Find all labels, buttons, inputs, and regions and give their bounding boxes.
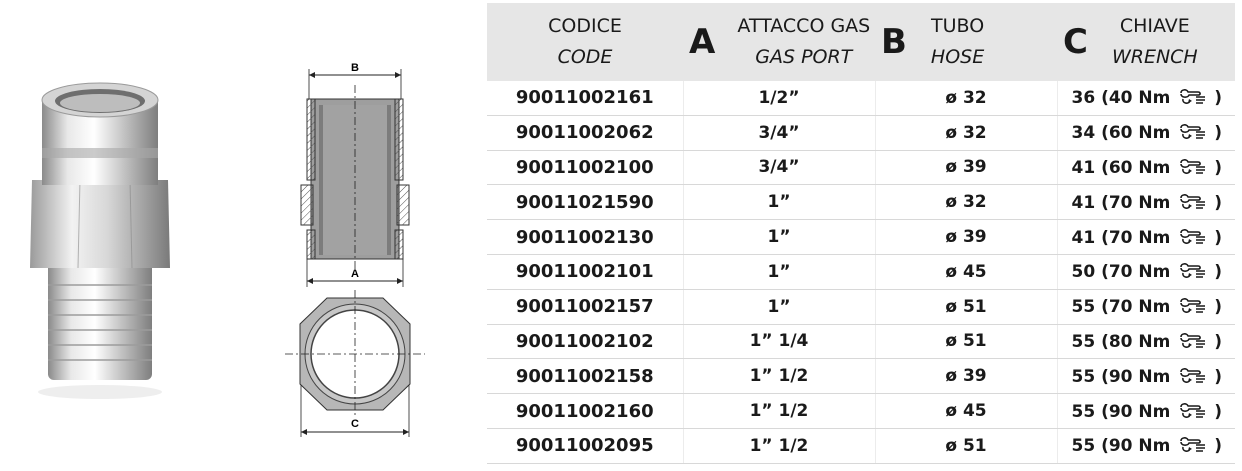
cell-wrench (1057, 81, 1235, 115)
cell-code: 90011002095 (487, 428, 683, 463)
product-photo (20, 60, 180, 400)
torque-wrench-icon (1178, 122, 1208, 142)
header-wrench-en: WRENCH (1111, 46, 1198, 68)
table-row (487, 115, 1235, 150)
cell-hose: ø 32 (875, 185, 1057, 220)
table-row (487, 324, 1235, 359)
wrench-torque-text: 34 (60 Nm (1071, 123, 1171, 144)
header-hose (875, 3, 1057, 81)
cell-wrench (1057, 324, 1235, 359)
cell-code: 90011002130 (487, 220, 683, 255)
table-row (487, 185, 1235, 220)
closing-paren: ) (1214, 436, 1222, 457)
header-wrench-it: CHIAVE (1119, 15, 1190, 37)
table-row (487, 254, 1235, 289)
cell-gas-port: 1” 1/2 (683, 359, 875, 394)
cell-gas-port: 1/2” (683, 81, 875, 115)
torque-wrench-icon (1178, 192, 1208, 212)
cell-code: 90011002158 (487, 359, 683, 394)
cell-hose: ø 32 (875, 115, 1057, 150)
cell-code: 90011021590 (487, 185, 683, 220)
torque-wrench-icon (1178, 227, 1208, 247)
cell-gas-port: 1” 1/2 (683, 394, 875, 429)
cell-gas-port: 1” (683, 289, 875, 324)
closing-paren: ) (1214, 227, 1222, 248)
table-row (487, 428, 1235, 463)
header-letter-b: B (881, 22, 907, 62)
cell-hose: ø 45 (875, 254, 1057, 289)
wrench-torque-text: 55 (90 Nm (1071, 401, 1171, 422)
dimension-label-b: B (351, 62, 359, 74)
cell-hose: ø 51 (875, 289, 1057, 324)
closing-paren: ) (1214, 262, 1222, 283)
table-header-row (487, 3, 1235, 81)
technical-drawing (275, 55, 435, 445)
torque-wrench-icon (1178, 401, 1208, 421)
wrench-torque-text: 50 (70 Nm (1071, 262, 1171, 283)
table-row (487, 81, 1235, 115)
torque-wrench-icon (1178, 296, 1208, 316)
table-row (487, 359, 1235, 394)
header-gas-en: GAS PORT (755, 46, 853, 68)
table-row (487, 394, 1235, 429)
cell-hose: ø 45 (875, 394, 1057, 429)
header-code (487, 3, 683, 81)
cell-hose: ø 51 (875, 324, 1057, 359)
wrench-torque-text: 55 (80 Nm (1071, 331, 1171, 352)
header-wrench (1057, 3, 1235, 81)
closing-paren: ) (1214, 157, 1222, 178)
cell-code: 90011002101 (487, 254, 683, 289)
closing-paren: ) (1214, 366, 1222, 387)
cell-code: 90011002102 (487, 324, 683, 359)
cell-gas-port: 1” (683, 254, 875, 289)
closing-paren: ) (1214, 123, 1222, 144)
cell-wrench (1057, 394, 1235, 429)
cell-wrench (1057, 254, 1235, 289)
cell-hose: ø 32 (875, 81, 1057, 115)
wrench-torque-text: 55 (90 Nm (1071, 436, 1171, 457)
header-letter-c: C (1063, 22, 1088, 62)
closing-paren: ) (1214, 297, 1222, 318)
cell-wrench (1057, 428, 1235, 463)
cell-code: 90011002100 (487, 150, 683, 185)
dimension-label-a: A (351, 268, 359, 280)
cell-wrench (1057, 359, 1235, 394)
closing-paren: ) (1214, 192, 1222, 213)
header-hose-en: HOSE (930, 46, 985, 68)
header-hose-it: TUBO (930, 15, 985, 37)
wrench-torque-text: 41 (70 Nm (1071, 192, 1171, 213)
closing-paren: ) (1214, 331, 1222, 352)
torque-wrench-icon (1178, 87, 1208, 107)
torque-wrench-icon (1178, 331, 1208, 351)
cell-hose: ø 51 (875, 428, 1057, 463)
torque-wrench-icon (1178, 366, 1208, 386)
header-code-it: CODICE (548, 15, 622, 37)
header-letter-a: A (689, 22, 716, 62)
cell-hose: ø 39 (875, 359, 1057, 394)
cell-gas-port: 3/4” (683, 150, 875, 185)
cell-wrench (1057, 185, 1235, 220)
spec-table (487, 3, 1235, 464)
cell-code: 90011002157 (487, 289, 683, 324)
cell-code: 90011002160 (487, 394, 683, 429)
dimension-label-c: C (351, 418, 359, 430)
cell-hose: ø 39 (875, 150, 1057, 185)
wrench-torque-text: 55 (70 Nm (1071, 297, 1171, 318)
closing-paren: ) (1214, 401, 1222, 422)
header-gas-port (683, 3, 875, 81)
wrench-torque-text: 55 (90 Nm (1071, 366, 1171, 387)
header-gas-it: ATTACCO GAS (737, 15, 871, 37)
wrench-torque-text: 41 (70 Nm (1071, 227, 1171, 248)
table-row (487, 289, 1235, 324)
cell-gas-port: 1” 1/2 (683, 428, 875, 463)
cell-wrench (1057, 220, 1235, 255)
header-code-en: CODE (557, 46, 613, 68)
cell-hose: ø 39 (875, 220, 1057, 255)
wrench-torque-text: 41 (60 Nm (1071, 157, 1171, 178)
cell-wrench (1057, 289, 1235, 324)
table-row (487, 220, 1235, 255)
cell-gas-port: 3/4” (683, 115, 875, 150)
torque-wrench-icon (1178, 261, 1208, 281)
wrench-torque-text: 36 (40 Nm (1071, 88, 1171, 109)
cell-code: 90011002062 (487, 115, 683, 150)
torque-wrench-icon (1178, 157, 1208, 177)
torque-wrench-icon (1178, 435, 1208, 455)
table-row (487, 150, 1235, 185)
cell-gas-port: 1” 1/4 (683, 324, 875, 359)
cell-wrench (1057, 150, 1235, 185)
cell-gas-port: 1” (683, 220, 875, 255)
closing-paren: ) (1214, 88, 1222, 109)
cell-wrench (1057, 115, 1235, 150)
cell-code: 90011002161 (487, 81, 683, 115)
cell-gas-port: 1” (683, 185, 875, 220)
